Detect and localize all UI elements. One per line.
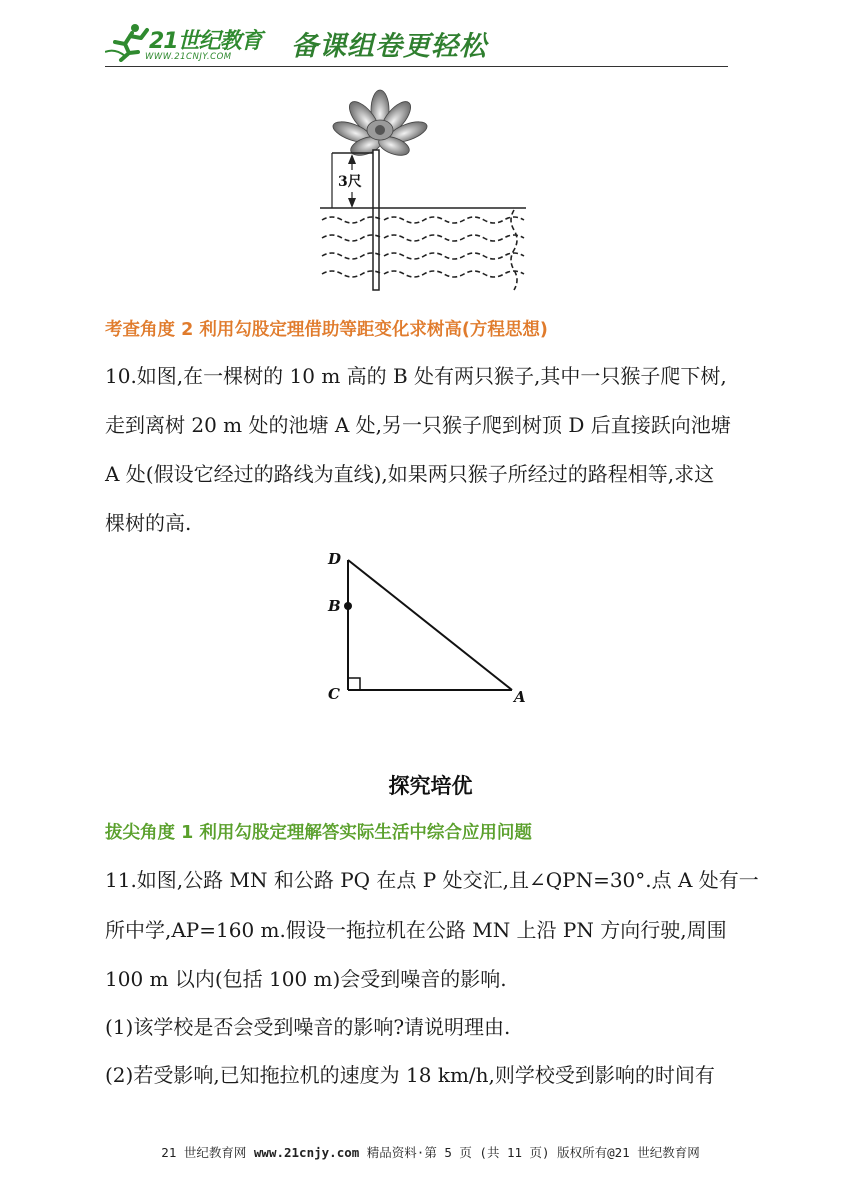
section-title: 探究培优 [388,774,473,798]
page-header [105,18,728,72]
label-a: A [514,688,526,706]
q11-line-4: (1)该学校是否会受到噪音的影响?请说明理由. [105,1015,511,1039]
q10-line-2: 走到离树 20 m 处的池塘 A 处,另一只猴子爬到树顶 D 后直接跃向池塘 [105,413,731,437]
lotus-pond-figure [318,88,532,292]
dimension-label: 3尺 [338,174,362,190]
point-b-dot [344,602,352,610]
logo-text: 21世纪教育 [149,29,262,54]
footer-rest: 精品资料·第 5 页 (共 11 页) 版权所有@21 世纪教育网 [359,1145,700,1160]
header-slogan: 备课组卷更轻松 [291,31,487,62]
q10-line-1: 10.如图,在一棵树的 10 m 高的 B 处有两只猴子,其中一只猴子爬下树, [105,364,727,388]
angle-title-1: 拔尖角度 1 利用勾股定理解答实际生活中综合应用问题 [105,823,532,843]
label-d: D [328,550,342,568]
q11-line-1: 11.如图,公路 MN 和公路 PQ 在点 P 处交汇,且∠QPN=30°.点 A 处有一 [105,868,759,892]
lotus-flower-icon [330,90,429,159]
q10-line-4: 棵树的高. [105,511,192,535]
label-b: B [328,597,341,615]
header-rule [105,66,728,67]
q10-line-3: A 处(假设它经过的路线为直线),如果两只猴子所经过的路程相等,求这 [105,462,715,486]
footer-site-link[interactable]: www.21cnjy.com [253,1145,360,1160]
logo-url: WWW.21CNJY.COM [145,52,232,62]
tree-triangle-figure [322,544,534,710]
angle-title-2: 考查角度 2 利用勾股定理借助等距变化求树高(方程思想) [105,320,548,340]
q11-line-5: (2)若受影响,已知拖拉机的速度为 18 km/h,则学校受到影响的时间有 [105,1063,715,1087]
footer-prefix: 21 世纪教育网 [161,1145,254,1160]
label-c: C [328,685,340,703]
q11-line-3: 100 m 以内(包括 100 m)会受到噪音的影响. [105,967,507,991]
q11-line-2: 所中学,AP=160 m.假设一拖拉机在公路 MN 上沿 PN 方向行驶,周围 [105,918,727,942]
page-footer [0,1143,861,1161]
